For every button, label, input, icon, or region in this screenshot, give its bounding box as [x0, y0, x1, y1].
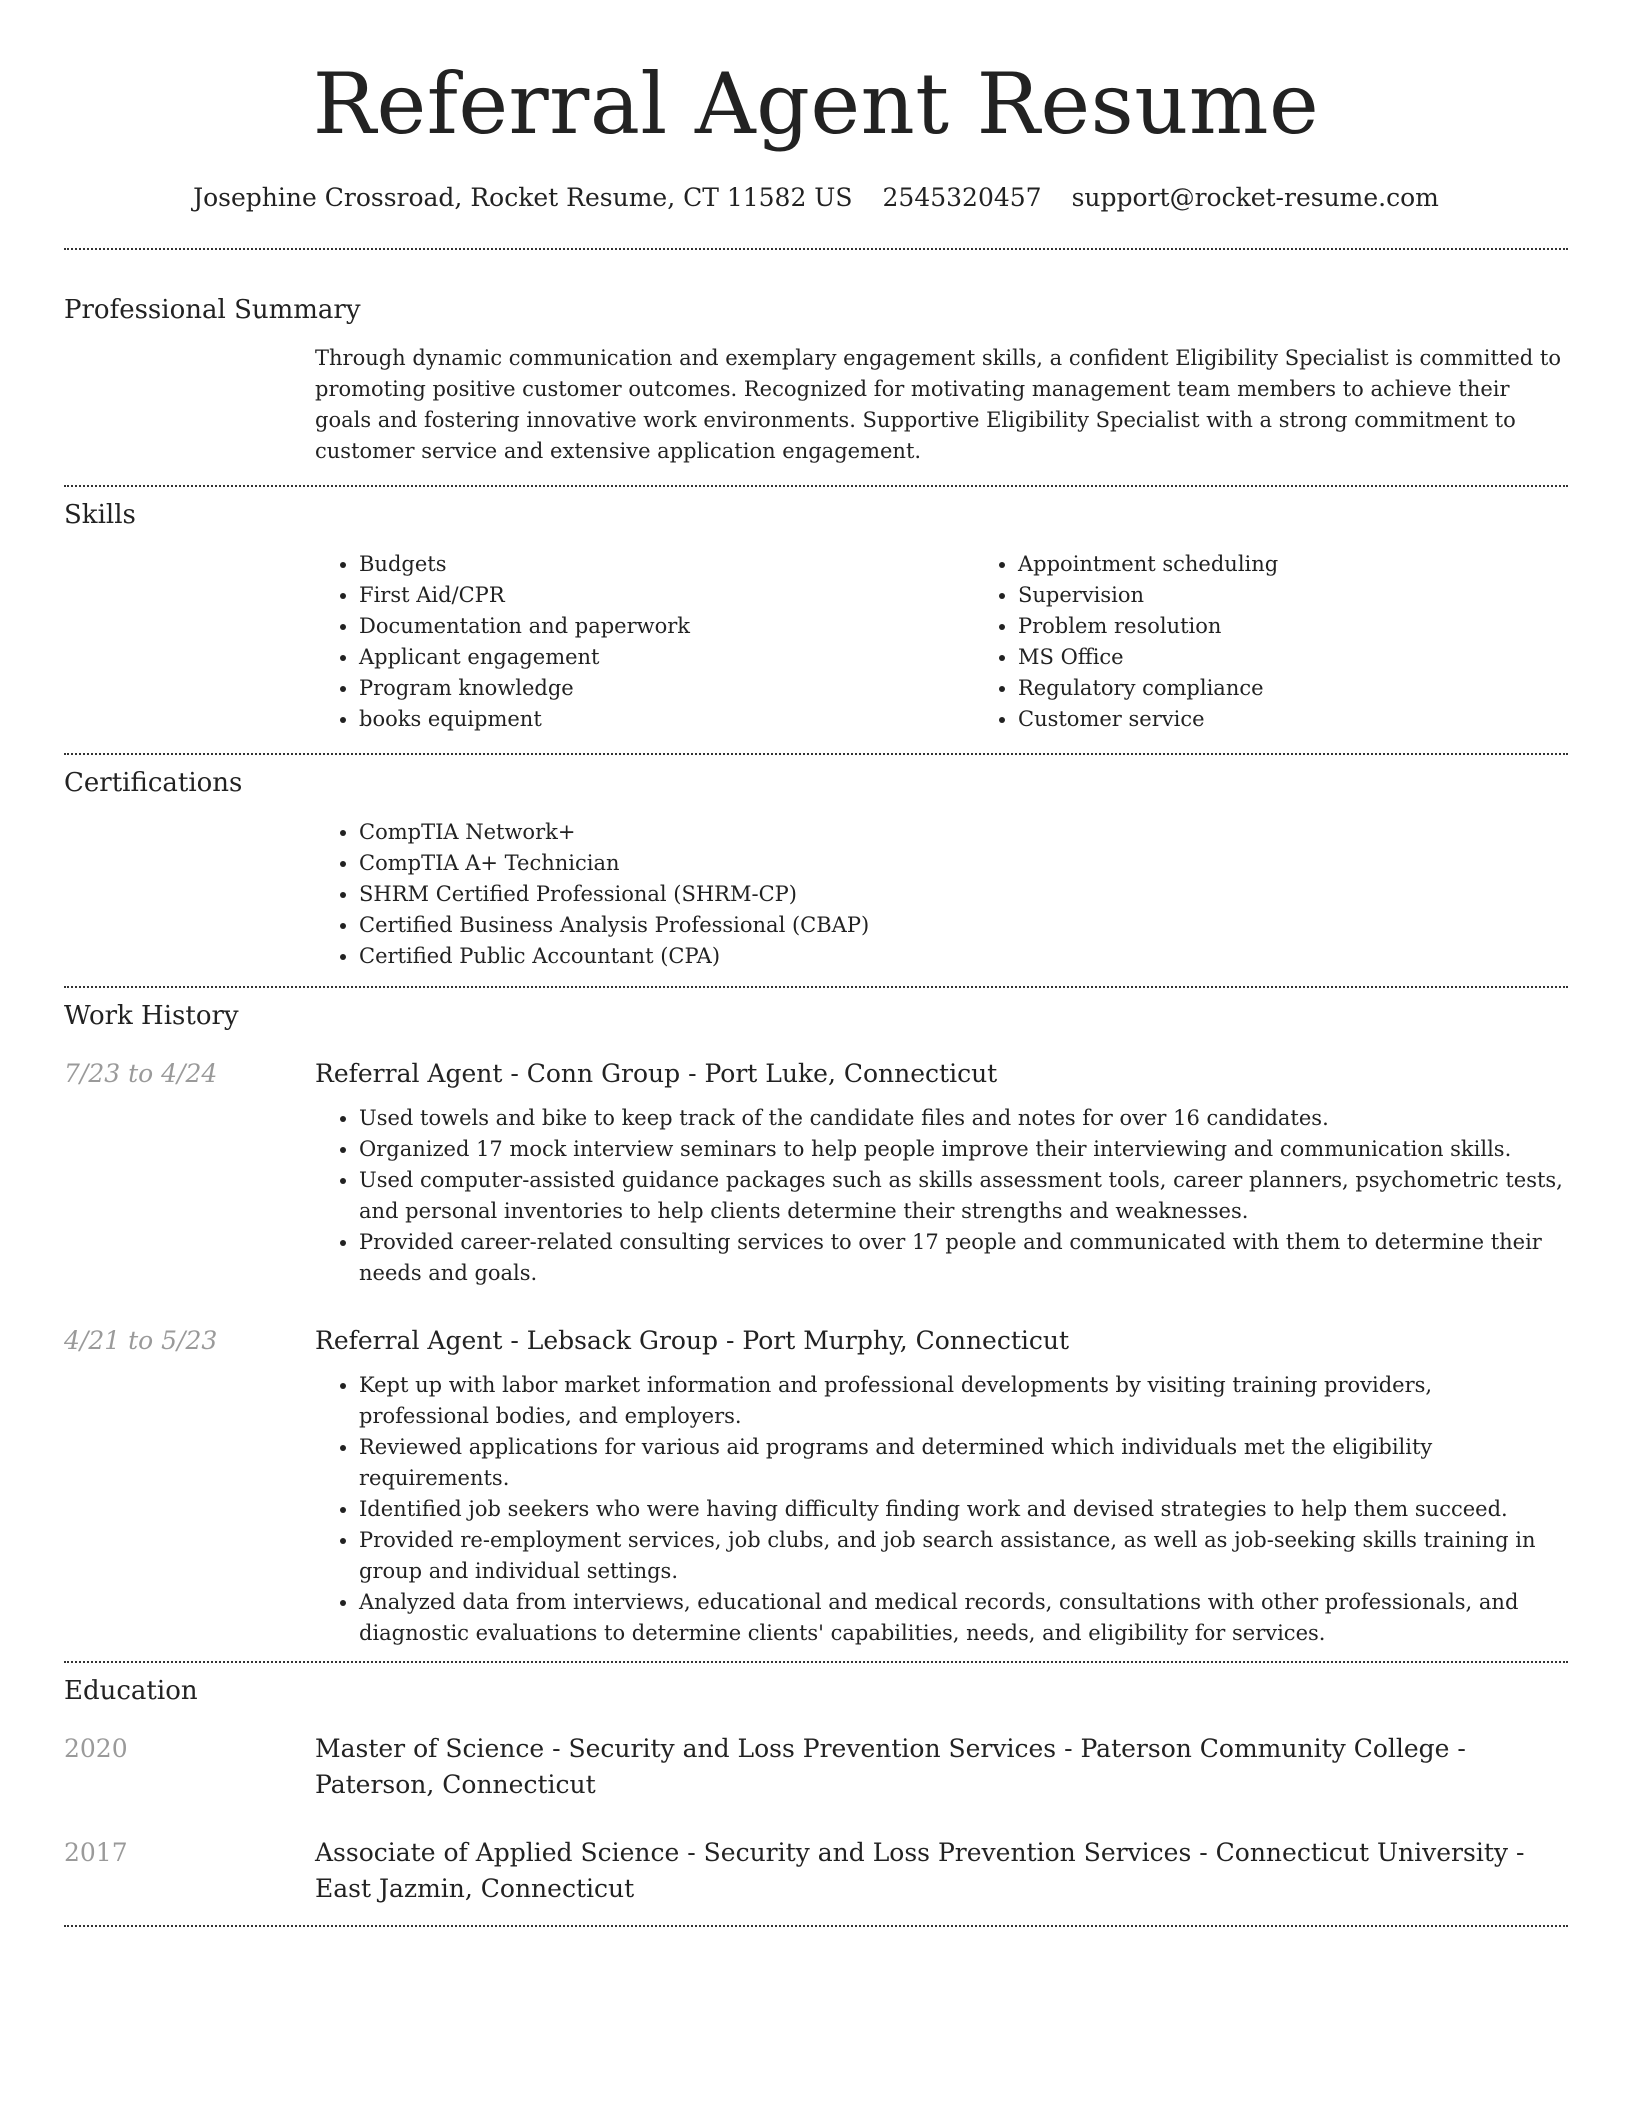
certifications-list	[315, 817, 1568, 972]
work-history-section	[64, 988, 1568, 1661]
skills-list-left	[315, 549, 974, 735]
job-bullet: • Provided re-employment services, job clubs, and job search assistance, as well as job-seeking skills training in group and individual settings.	[359, 1525, 1568, 1587]
skill-item: • First Aid/CPR	[359, 580, 974, 611]
skill-item: • Customer service	[1018, 704, 1632, 735]
skill-item: • Budgets	[359, 549, 974, 580]
job-title: Referral Agent - Lebsack Group - Port Murphy, Connecticut	[315, 1326, 1070, 1355]
education-title: Associate of Applied Science - Security and Loss Prevention Services - Connecticut University - East Jazmin, Connecticut	[315, 1838, 1525, 1903]
job-entry	[64, 1323, 1568, 1649]
job-bullet: • Organized 17 mock interview seminars to help people improve their interviewing and communication skills.	[359, 1134, 1568, 1165]
certifications-section	[64, 755, 1568, 986]
contact-address: Josephine Crossroad, Rocket Resume, CT 11582 US	[193, 183, 853, 212]
work-history-heading: Work History	[64, 1001, 239, 1031]
certification-item: • Certified Public Accountant (CPA)	[359, 941, 1568, 972]
skill-item: • Applicant engagement	[359, 642, 974, 673]
section-divider	[64, 1925, 1568, 1927]
contact-phone: 2545320457	[882, 183, 1042, 212]
skill-item: • Program knowledge	[359, 673, 974, 704]
job-bullet: • Used towels and bike to keep track of the candidate files and notes for over 16 candidates.	[359, 1103, 1568, 1134]
job-bullet: • Provided career-related consulting services to over 17 people and communicated with them to determine their needs and goals.	[359, 1227, 1568, 1289]
contact-email: support@rocket-resume.com	[1071, 183, 1439, 212]
contact-line	[64, 180, 1568, 216]
job-bullet: • Analyzed data from interviews, educational and medical records, consultations with other professionals, and diagnostic evaluations to determine clients' capabilities, needs, and eligibility for services.	[359, 1587, 1568, 1649]
job-bullet: • Used computer-assisted guidance packages such as skills assessment tools, career planners, psychometric tests, and personal inventories to help clients determine their strengths and weaknesses.	[359, 1165, 1568, 1227]
job-bullet: • Identified job seekers who were having difficulty finding work and devised strategies to help them succeed.	[359, 1494, 1568, 1525]
certification-item: • CompTIA Network+	[359, 817, 1568, 848]
education-year: 2020	[64, 1734, 128, 1763]
certification-item: • Certified Business Analysis Professional (CBAP)	[359, 910, 1568, 941]
education-year: 2017	[64, 1838, 128, 1867]
summary-text: Through dynamic communication and exemplary engagement skills, a confident Eligibility Specialist is committed to promoting positive customer outcomes. Recognized for motivating management team members to achieve their goals and fostering innovative work environments. Supportive Eligibility Specialist with a strong commitment to customer service and extensive application engagement.	[315, 346, 1561, 463]
skill-item: • MS Office	[1018, 642, 1632, 673]
certifications-heading: Certifications	[64, 768, 243, 798]
job-bullets	[315, 1370, 1568, 1649]
job-dates: 4/21 to 5/23	[64, 1326, 218, 1355]
resume-title: Referral Agent Resume	[312, 55, 1320, 153]
skills-heading: Skills	[64, 500, 136, 530]
education-entry	[64, 1731, 1568, 1803]
certification-item: • CompTIA A+ Technician	[359, 848, 1568, 879]
skill-item: • Problem resolution	[1018, 611, 1632, 642]
job-bullets	[315, 1103, 1568, 1289]
education-heading: Education	[64, 1676, 198, 1706]
skill-item: • Regulatory compliance	[1018, 673, 1632, 704]
skill-item: • Supervision	[1018, 580, 1632, 611]
skill-item: • books equipment	[359, 704, 974, 735]
skill-item: • Appointment scheduling	[1018, 549, 1632, 580]
skills-section	[64, 487, 1568, 753]
skills-list-right	[974, 549, 1632, 735]
education-section	[64, 1663, 1568, 1925]
education-title: Master of Science - Security and Loss Prevention Services - Paterson Community College - Paterson, Connecticut	[315, 1734, 1466, 1799]
job-bullet: • Kept up with labor market information and professional developments by visiting training providers, professional bodies, and employers.	[359, 1370, 1568, 1432]
summary-section	[64, 250, 1568, 485]
job-bullet: • Reviewed applications for various aid programs and determined which individuals met the eligibility requirements.	[359, 1432, 1568, 1494]
summary-heading: Professional Summary	[64, 295, 361, 325]
job-title: Referral Agent - Conn Group - Port Luke, Connecticut	[315, 1059, 998, 1088]
certification-item: • SHRM Certified Professional (SHRM-CP)	[359, 879, 1568, 910]
job-entry	[64, 1056, 1568, 1289]
education-entry	[64, 1835, 1568, 1907]
job-dates: 7/23 to 4/24	[64, 1059, 218, 1088]
skill-item: • Documentation and paperwork	[359, 611, 974, 642]
